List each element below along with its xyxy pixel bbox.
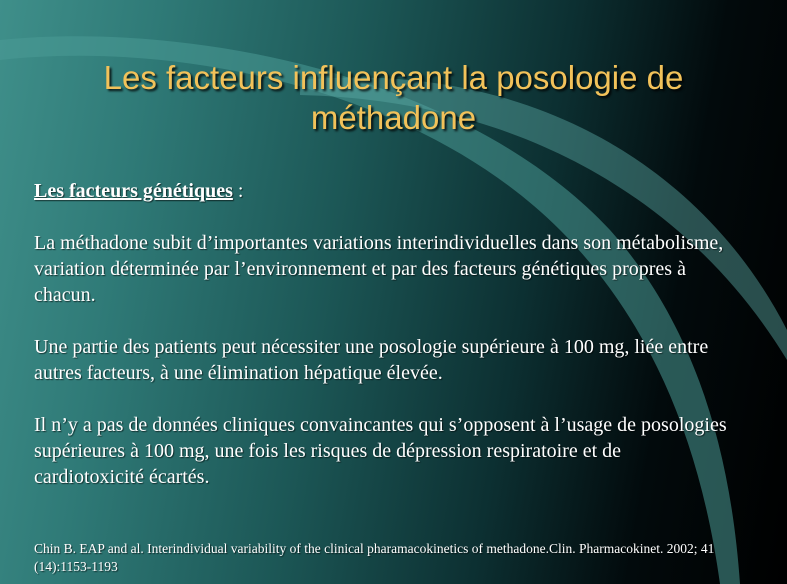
paragraph-clinical-data: Il n’y a pas de données cliniques convaincantes qui s’opposent à l’usage de posologies supérieures à 100 mg, une fois les risques de dépression respiratoire et de cardiotoxicité écartés. [34, 414, 727, 488]
heading-suffix: : [232, 180, 244, 202]
slide-title: Les facteurs influençant la posologie de méthadone [103, 59, 684, 136]
citation: Chin B. EAP and al. Interindividual variability of the clinical pharamacokinetics of methadone.Clin. Pharmacokinet. 2002; 41 (14):1153-1193 [34, 541, 715, 574]
paragraph-higher-dosage: Une partie des patients peut nécessiter une posologie supérieure à 100 mg, liée entre autres facteurs, à une élimination hépatique élevée. [34, 336, 709, 384]
slide-content [34, 178, 734, 516]
section-heading-line [34, 178, 734, 204]
section-heading: Les facteurs génétiques [34, 180, 233, 202]
paragraph-genetic-variation: La méthadone subit d’importantes variations interindividuelles dans son métabolisme, variation déterminée par l’environnement et par des facteurs génétiques propres à chacun. [34, 232, 724, 306]
